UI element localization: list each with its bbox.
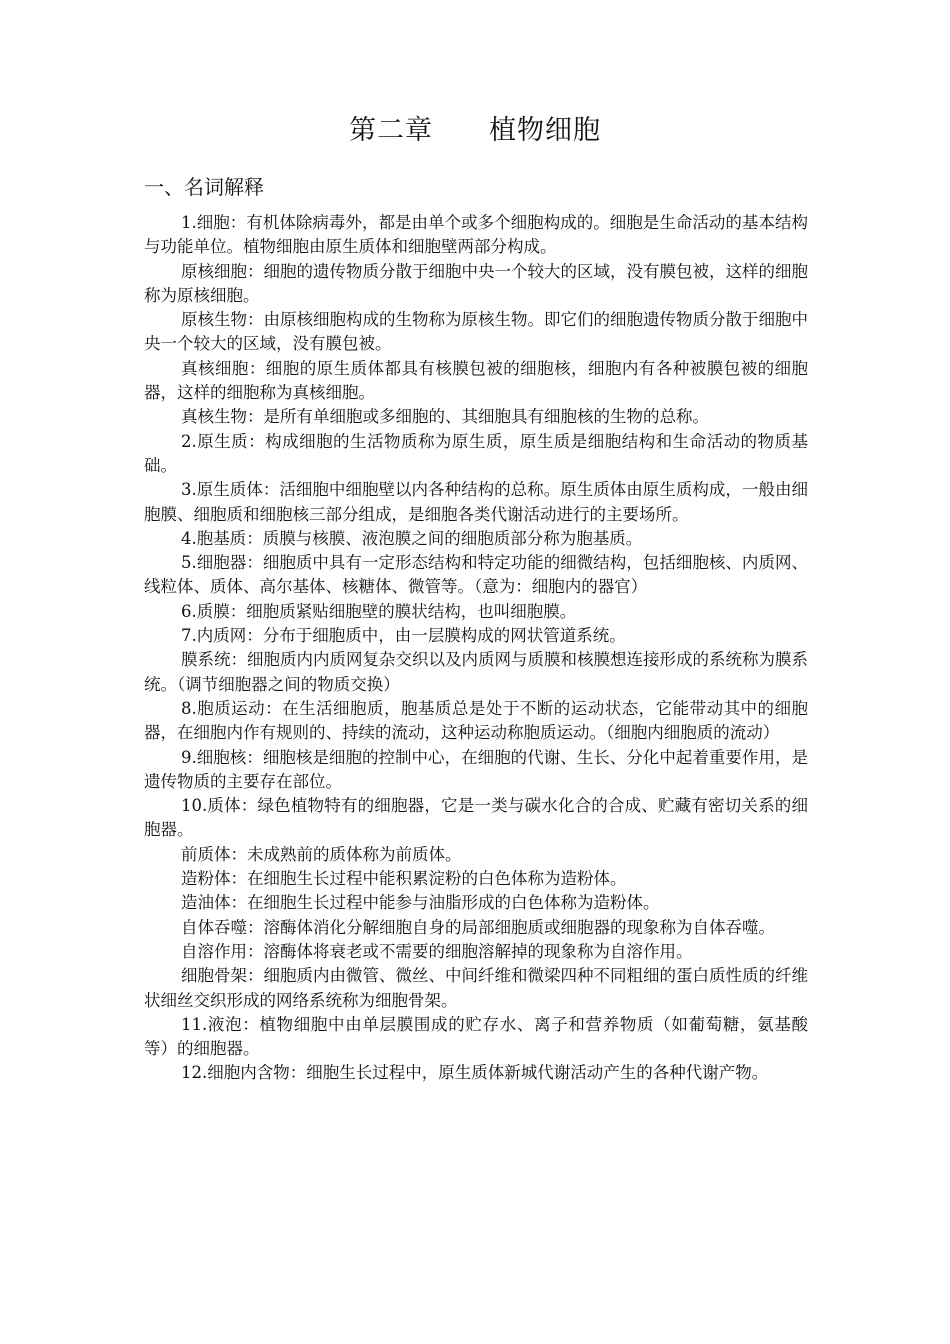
definition-paragraph: 自体吞噬：溶酶体消化分解细胞自身的局部细胞质或细胞器的现象称为自体吞噬。 — [181, 917, 775, 937]
definition-paragraph: 造粉体：在细胞生长过程中能积累淀粉的白色体称为造粉体。 — [181, 869, 627, 889]
definition-paragraph: 9.细胞核：细胞核是细胞的控制中心，在细胞的代谢、生长、分化中起着重要作用，是遗传物质的主要存在部位。 — [144, 747, 808, 791]
chapter-title: 第二章 植物细胞 — [349, 115, 601, 146]
definition-paragraph: 真核细胞：细胞的原生质体都具有核膜包被的细胞核，细胞内有各种被膜包被的细胞器，这样的细胞称为真核细胞。 — [144, 358, 808, 403]
definition-paragraph: 原核细胞：细胞的遗传物质分散于细胞中央一个较大的区域，没有膜包被，这样的细胞称为原核细胞。 — [144, 261, 808, 305]
definition-paragraph: 8.胞质运动：在生活细胞质，胞基质总是处于不断的运动状态，它能带动其中的细胞器，在细胞内作有规则的、持续的流动，这种运动称胞质运动。（细胞内细胞质的流动） — [144, 698, 808, 743]
definition-paragraph: 细胞骨架：细胞质内由微管、微丝、中间纤维和微梁四种不同粗细的蛋白质性质的纤维状细丝交织形成的网络系统称为细胞骨架。 — [144, 966, 808, 1010]
definition-paragraph: 12.细胞内含物：细胞生长过程中，原生质体新城代谢活动产生的各种代谢产物。 — [181, 1063, 769, 1083]
definition-paragraph: 真核生物：是所有单细胞或多细胞的、其细胞具有细胞核的生物的总称。 — [181, 407, 709, 427]
definition-paragraph: 自溶作用：溶酶体将衰老或不需要的细胞溶解掉的现象称为自溶作用。 — [181, 941, 693, 961]
definition-paragraph: 造油体：在细胞生长过程中能参与油脂形成的白色体称为造粉体。 — [181, 893, 660, 913]
definition-paragraph: 前质体：未成熟前的质体称为前质体。 — [181, 844, 462, 864]
definition-paragraph: 7.内质网：分布于细胞质中，由一层膜构成的网状管道系统。 — [181, 626, 626, 646]
definition-paragraph: 1.细胞：有机体除病毒外，都是由单个或多个细胞构成的。细胞是生命活动的基本结构与功能单位。植物细胞由原生质体和细胞壁两部分构成。 — [144, 213, 808, 257]
section-heading: 一、名词解释 — [144, 175, 264, 199]
definition-paragraph: 4.胞基质：质膜与核膜、液泡膜之间的细胞质部分称为胞基质。 — [181, 528, 643, 548]
definition-paragraph: 2.原生质：构成细胞的生活物质称为原生质，原生质是细胞结构和生命活动的物质基础。 — [144, 431, 808, 475]
definition-paragraph: 原核生物：由原核细胞构成的生物称为原核生物。即它们的细胞遗传物质分散于细胞中央一个较大的区域，没有膜包被。 — [144, 310, 808, 354]
definition-paragraph: 5.细胞器：细胞质中具有一定形态结构和特定功能的细微结构，包括细胞核、内质网、线粒体、质体、高尔基体、核糖体、微管等。（意为：细胞内的器官） — [144, 553, 808, 597]
definitions-body — [144, 211, 808, 1086]
definition-paragraph: 膜系统：细胞质内内质网复杂交织以及内质网与质膜和核膜想连接形成的系统称为膜系统。（调节细胞器之间的物质交换） — [144, 650, 808, 694]
definition-paragraph: 10.质体：绿色植物特有的细胞器，它是一类与碳水化合的合成、贮藏有密切关系的细胞器。 — [144, 796, 808, 840]
definition-paragraph: 3.原生质体：活细胞中细胞壁以内各种结构的总称。原生质体由原生质构成，一般由细胞膜、细胞质和细胞核三部分组成，是细胞各类代谢活动进行的主要场所。 — [144, 480, 808, 524]
definition-paragraph: 11.液泡：植物细胞中由单层膜围成的贮存水、离子和营养物质（如葡萄糖，氨基酸等）的细胞器。 — [144, 1014, 808, 1059]
definition-paragraph: 6.质膜：细胞质紧贴细胞壁的膜状结构，也叫细胞膜。 — [181, 601, 577, 621]
